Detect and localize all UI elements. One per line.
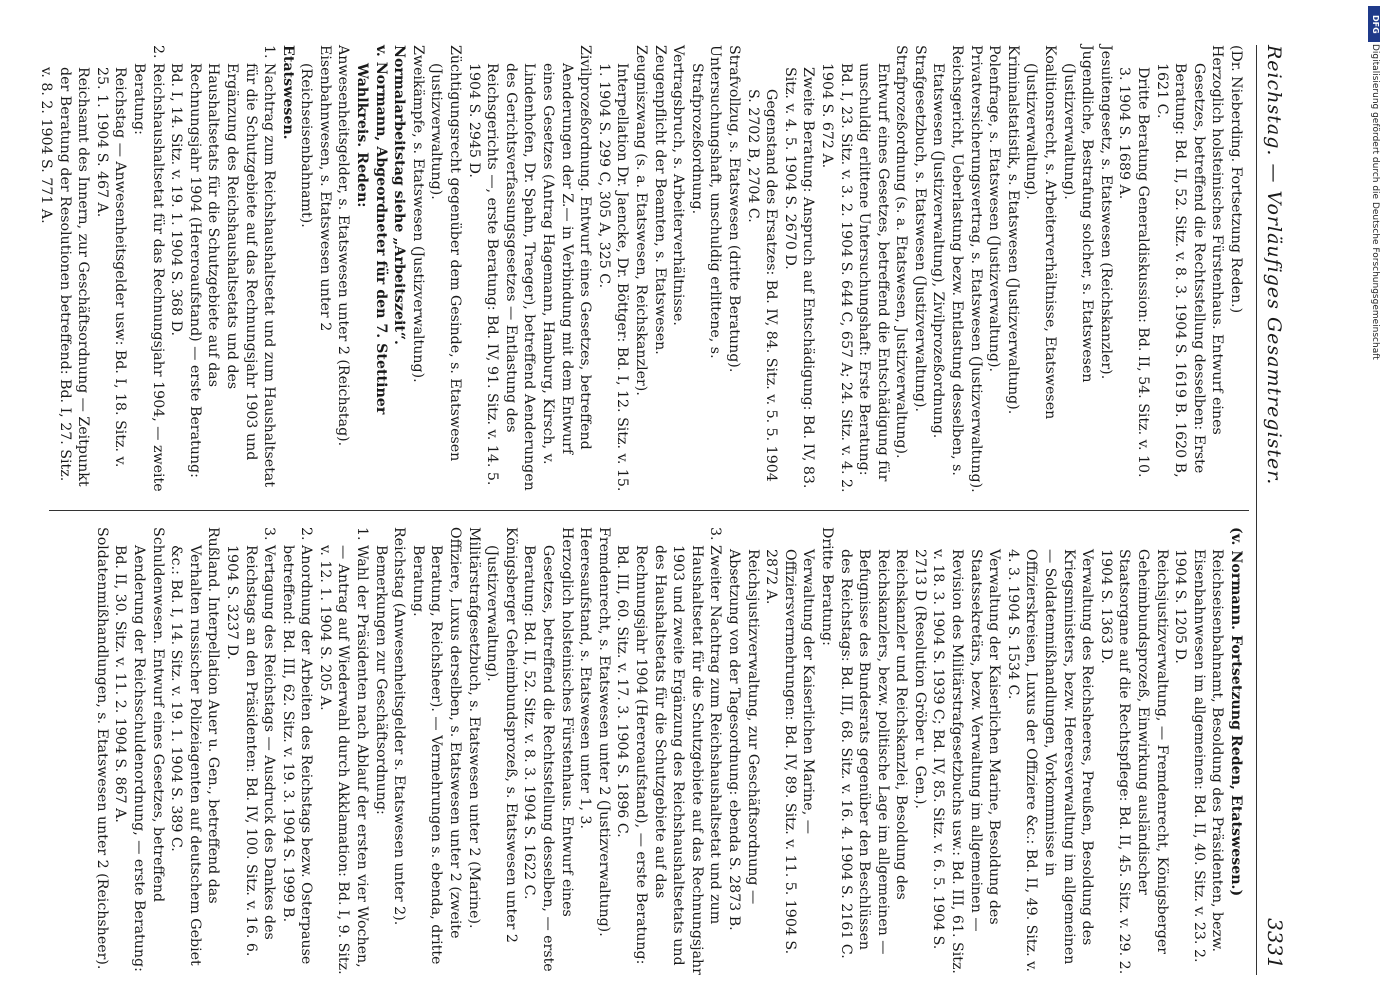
entry: Strafvollzug, s. Etatswesen (dritte Beratung). (725, 45, 742, 373)
entry-continuation-heading: (Dr. Nieberding. Fortsetzung Reden.) (1228, 45, 1244, 314)
entry: Herzoglich holsteinisches Fürstenhaus. Entwurf eines Gesetzes, betreffend die Rechtsstellung desselben, — erste Beratung: Bd. II, 52. Sitz. v. 8. 3. 1904 S. 1622 C. (521, 527, 575, 972)
entry: Jesuitengesetz, s. Etatswesen (Reichskanzler). (1097, 45, 1114, 380)
register-sheet (26, 45, 1291, 975)
entry: 2. Anordnung der Arbeiten des Reichstags bezw. Osterpause betreffend: Bd. III, 62. Sitz. v. 19. 3. 1904 S. 1999 B. (279, 527, 315, 965)
entry: Normalarbeitstag siehe „Arbeitszeit“. (391, 45, 408, 345)
entry: Strafgesetzbuch, s. Etatswesen (Justizverwaltung). (911, 45, 928, 413)
running-header (1256, 45, 1291, 975)
entry: 1. Wahl der Präsidenten nach Ablauf der ersten vier Wochen, — Antrag auf Wiederwahl durch Akklamation: Bd. I, 9. Sitz. v. 12. 1. 1904 S. 205 A. (316, 527, 371, 975)
entry: Züchtigungsrecht gegenüber dem Gesinde, s. Etatswesen (Justizverwaltung). (428, 45, 464, 462)
left-column (36, 45, 1245, 493)
entry: 1. Nachtrag zum Reichshaushaltsetat und zum Haushaltsetat für die Schutzgebiete auf das Rechnungsjahr 1903 und Ergänzung des Reichshaushaltsetats und des Haushaltsetats für die Schutzgebiete auf das Rechnungsjahr 1904 (Hereroaufstand) — erste Beratung: Bd. I, 14. Sitz. v. 19. 1. 1904 S. 368 D. (168, 45, 278, 488)
entry: Etatswesen. (279, 45, 296, 140)
entry: Reichsamt des Innern, zur Geschäftsordnung — Zeitpunkt der Beratung der Resolutionen betreffend: Bd. I, 27. Sitz. v. 8. 2. 1904 S. 771 A. (38, 67, 92, 487)
right-column (92, 527, 1245, 975)
entry: Reichskanzler und Reichskanzlei, Besoldung des Reichskanzlers, bezw. politische Lage im allgemeinen — Befugnisse des Bundesrats gegenüber den Beschlüssen des Reichstags: Bd. III, 68. Sitz. v. 16. 4. 1904 S. 2161 C. (837, 549, 910, 959)
entry: Dritte Beratung: (818, 527, 835, 646)
entry: Untersuchungshaft, unschuldig erlittene, s. Strafprozeßordnung. (688, 45, 724, 359)
entry: Soldatenmißhandlungen, s. Etatswesen unter 2 (Reichsheer). (93, 527, 110, 970)
entry: Herzoglich holsteinisches Fürstenhaus. Entwurf eines Gesetzes, betreffend die Rechtsstellung desselben: Erste Beratung: Bd. II, 52. Sitz. v. 8. 3. 1904 S. 1619 B. 1620 B, 1621 C. (1153, 45, 1226, 478)
entry: 3. Zweiter Nachtrag zum Reichshaushaltsetat und zum Haushaltsetat für die Schutzgebiete auf das Rechnungsjahr 1903 und zweite Ergänzung des Reichshaushaltsetats und des Haushaltsetats für die Schutzgebiete auf das Rechnungsjahr 1904 (Hereroaufstand), — erste Beratung: Bd. III, 60. Sitz. v. 17. 3. 1904 S. 1896 C. (614, 527, 724, 975)
entry: Reichsjustizverwaltung, — Fremdenrecht, Königsberger Geheimbundsprozeß, Einwirkung ausländischer Staatsorgane auf die Rechtspflege: Bd. II, 45. Sitz. v. 29. 2. 1904 S. 1363 D. (1097, 549, 1170, 975)
entry: Reichsjustizverwaltung, zur Geschäftsordnung — Absetzung von der Tagesordnung: ebenda S. 2873 B. (725, 549, 761, 931)
entry: Dritte Beratung Generaldiskussion: Bd. II, 54. Sitz. v. 10. 3. 1904 S. 1689 A. (1116, 67, 1152, 478)
page-number: 3331 (1263, 918, 1287, 969)
entry: Zivilprozeßordnung. Entwurf eines Gesetzes, betreffend Aenderungen der Z.— in Verbindung mit dem Entwurf eines Gesetzes (Antrag Hagemann, Hamburg, Kirsch, v. Lindenhofen, Dr. Spahn, Traeger), betreffend Aenderungen des Gerichtsverfassungsgesetzes — Entlastung des Reichsgerichts —, erste Beratung: Bd. IV, 91. Sitz. v. 14. 5. 1904 S. 2945 D. (465, 45, 594, 491)
entry: Polenfrage, s. Etatswesen (Justizverwaltung). (986, 45, 1003, 373)
entry: Offiziere, Luxus derselben, s. Etatswesen unter 2 (zweite Beratung, Reichsheer). — Vermehrungen s. ebenda, dritte Beratung. (409, 527, 464, 965)
entry: Militärstrafgesetzbuch, s. Etatswesen unter 2 (Marine). (465, 527, 482, 929)
entry: Fremdenrecht, s. Etatswesen unter 2 (Justizverwaltung). (595, 527, 612, 937)
entry: Rußland. Interpellation Auer u. Gen., betreffend das Verhalten russischer Polizeiagenten auf deutschem Gebiet &c.: Bd. I, 14. Sitz. v. 19. 1. 1904 S. 389 C. (168, 527, 222, 966)
entry: Privatversicherungsvertrag, s. Etatswesen (Justizverwaltung). (967, 45, 984, 493)
entry: Verwaltung des Reichsheeres, Preußen, Besoldung des Kriegsministers, bezw. Heeresverwaltung im allgemeinen — Soldatenmißhandlungen, Vorkommnisse in Offizierskreisen, Luxus der Offiziere &c.: Bd. II, 49. Sitz. v. 4. 3. 1904 S. 1534 C. (1004, 549, 1096, 972)
entry: Koalitionsrecht, s. Arbeiterverhältnisse, Etatswesen (Justizverwaltung). (1023, 45, 1059, 420)
entry: 2. Reichshaushaltsetat für das Rechnungsjahr 1904, — zweite Beratung: (130, 45, 166, 492)
entry: Zweite Beratung: Anspruch auf Entschädigung: Bd. IV, 83. Sitz. v. 4. 5. 1904 S. 2670 D. (781, 67, 817, 489)
entry-continuation-heading: (v. Normann. Fortsetzung Reden, Etatswesen.) (1228, 527, 1244, 897)
entry: Schuldenwesen. Entwurf eines Gesetzes, betreffend Aenderung der Reichsschuldenordnung, — erste Beratung: Bd. II, 30. Sitz. v. 11. 2. 1904 S. 867 A. (112, 527, 166, 972)
entry: Reichsgericht, Ueberlastung bezw. Entlastung desselben, s. Etatswesen (Justizverwaltung), Zivilprozeßordnung. (930, 45, 966, 476)
entry: Heeresaufstand, s. Etatswesen unter 1, 3. (577, 527, 594, 830)
entry: Eisenbahnwesen, s. Etatswesen unter 2 (Reichseisenbahnamt). (298, 45, 333, 332)
entry: Reichstag — Anwesenheitsgelder usw: Bd. I, 18. Sitz. v. 25. 1. 1904 S. 467 A. (93, 67, 129, 468)
entry: Vertragsbruch, s. Arbeiterverhältnisse. (670, 45, 687, 326)
entry: 3. Vertagung des Reichstags — Ausdruck des Dankes des Reichstags an den Präsidenten: Bd. IV, 100. Sitz. v. 16. 6. 1904 S. 3237 D. (223, 527, 278, 957)
entry: Königsberger Geheimbundsprozeß, s. Etatswesen unter 2 (Justizverwaltung). (484, 527, 519, 943)
entry: Jugendliche, Bestrafung solcher, s. Etatswesen (Justizverwaltung). (1060, 45, 1096, 383)
running-title: Reichstag. — Vorläufiges Gesamtregister. (1263, 45, 1285, 486)
entry: Gegenstand des Ersatzes: Bd. IV, 84. Sitz. v. 5. 5. 1904 S. 2702 B, 2704 C. (744, 89, 780, 482)
entry: v. Normann, Abgeordneter für den 7. Stettiner Wahlkreis. Reden: (354, 45, 389, 415)
digitization-credit: Digitalisierung gefördert durch die Deutsche Forschungsgemeinschaft (1370, 44, 1380, 360)
entry: Verwaltung der Kaiserlichen Marine, — Offiziersvermehrungen: Bd. IV, 89. Sitz. v. 11. 5. 1904 S. 2872 A. (763, 549, 817, 955)
column-divider (49, 510, 1249, 511)
entry: Strafprozeßordnung (s. a. Etatswesen, Justizverwaltung). Entwurf eines Gesetzes, betreffend die Entschädigung für unschuldig erlittene Untersuchungshaft: Erste Beratung: Bd. I, 23. Sitz. v. 3. 2. 1904 S. 644 C, 657 A; 24. Sitz. v. 4. 2. 1904 S. 672 A. (818, 45, 910, 493)
entry: Verwaltung der Kaiserlichen Marine, Besoldung des Staatssekretärs, bezw. Verwaltung im allgemeinen — Revision des Militärstrafgesetzbuchs usw.: Bd. III, 61. Sitz. v. 18. 3. 1904 S. 1939 C; Bd. IV, 85. Sitz. v. 6. 5. 1904 S. 2713 D (Resolution Gröber u. Gen.). (911, 549, 1003, 974)
entry: Anwesenheitsgelder, s. Etatswesen unter 2 (Reichstag). (335, 45, 352, 447)
entry: Zeugniszwang (s. a. Etatswesen, Reichskanzler). Interpellation Dr. Jaencke, Dr. Böttger: Bd. I, 12. Sitz. v. 15. 1. 1904 S. 299 C, 305 A, 325 C. (595, 45, 649, 492)
entry: Zweikämpfe, s. Etatswesen (Justizverwaltung). (409, 45, 426, 383)
dfg-logo: DFG (1368, 6, 1380, 42)
entry: Reichstag (Anwesenheitsgelder s. Etatswesen unter 2). Bemerkungen zur Geschäftsordnung: (372, 527, 408, 926)
entry: Zeugenpflicht der Beamten, s. Etatswesen. (651, 45, 668, 355)
entry: Reichseisenbahnamt, Besoldung des Präsidenten, bezw. Eisenbahnwesen im allgemeinen: Bd. II, 40. Sitz. v. 23. 2. 1904 S. 1205 D. (1172, 549, 1226, 963)
entry: Kriminalstatistik, s. Etatswesen (Justizverwaltung). (1004, 45, 1021, 415)
